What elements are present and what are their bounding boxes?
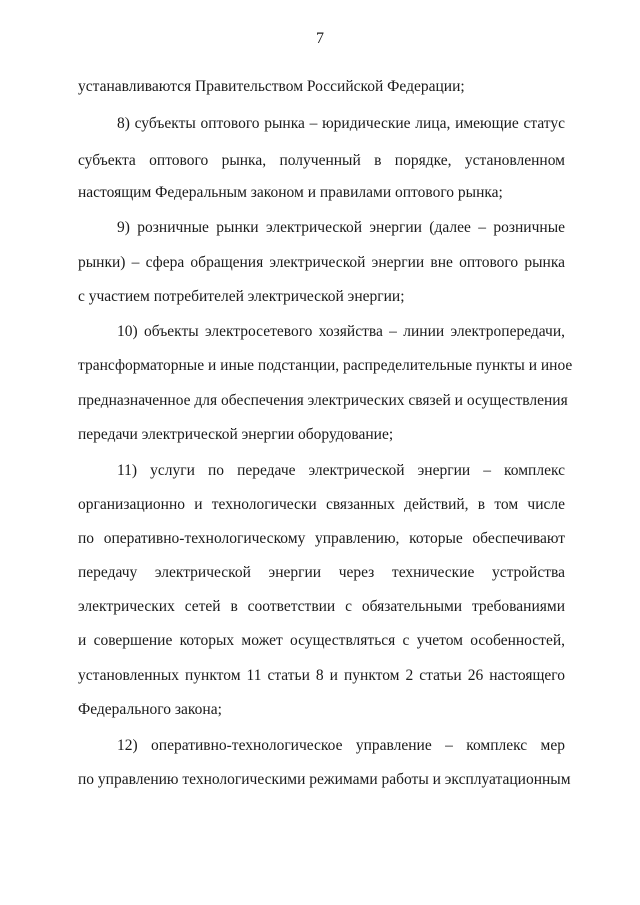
text-line: 8) субъекты оптового рынка – юридические лица, имеющие статус [117,115,565,132]
text-line: субъекта оптового рынка, полученный в порядке, установленном [78,152,565,169]
text-line: и совершение которых может осуществляться с учетом особенностей, [78,632,565,649]
text-line: трансформаторные и иные подстанции, распределительные пункты и иное [78,357,573,374]
text-line: установленных пунктом 11 статьи 8 и пунктом 2 статьи 26 настоящего [78,667,565,684]
text-line: рынки) – сфера обращения электрической энергии вне оптового рынка [78,254,565,271]
text-line: 10) объекты электросетевого хозяйства – линии электропередачи, [117,323,565,340]
text-line: по управлению технологическими режимами работы и эксплуатационным [78,771,571,788]
text-line: 12) оперативно-технологическое управление – комплекс мер [117,737,565,754]
text-line: организационно и технологически связанных действий, в том числе [78,496,565,513]
text-line: 9) розничные рынки электрической энергии (далее – розничные [117,219,565,236]
text-line: по оперативно-технологическому управлению, которые обеспечивают [78,530,565,547]
text-line: 11) услуги по передаче электрической энергии – комплекс [117,462,565,479]
text-line: предназначенное для обеспечения электрических связей и осуществления [78,392,568,409]
text-line: Федерального закона; [78,701,222,718]
text-line: передачи электрической энергии оборудование; [78,426,394,443]
page-number: 7 [316,30,324,47]
text-line: передачу электрической энергии через технические устройства [78,564,565,581]
text-line: устанавливаются Правительством Российской Федерации; [78,78,465,95]
text-line: с участием потребителей электрической энергии; [78,288,405,305]
text-line: электрических сетей в соответствии с обязательными требованиями [78,598,565,615]
text-line: настоящим Федеральным законом и правилами оптового рынка; [78,184,503,201]
